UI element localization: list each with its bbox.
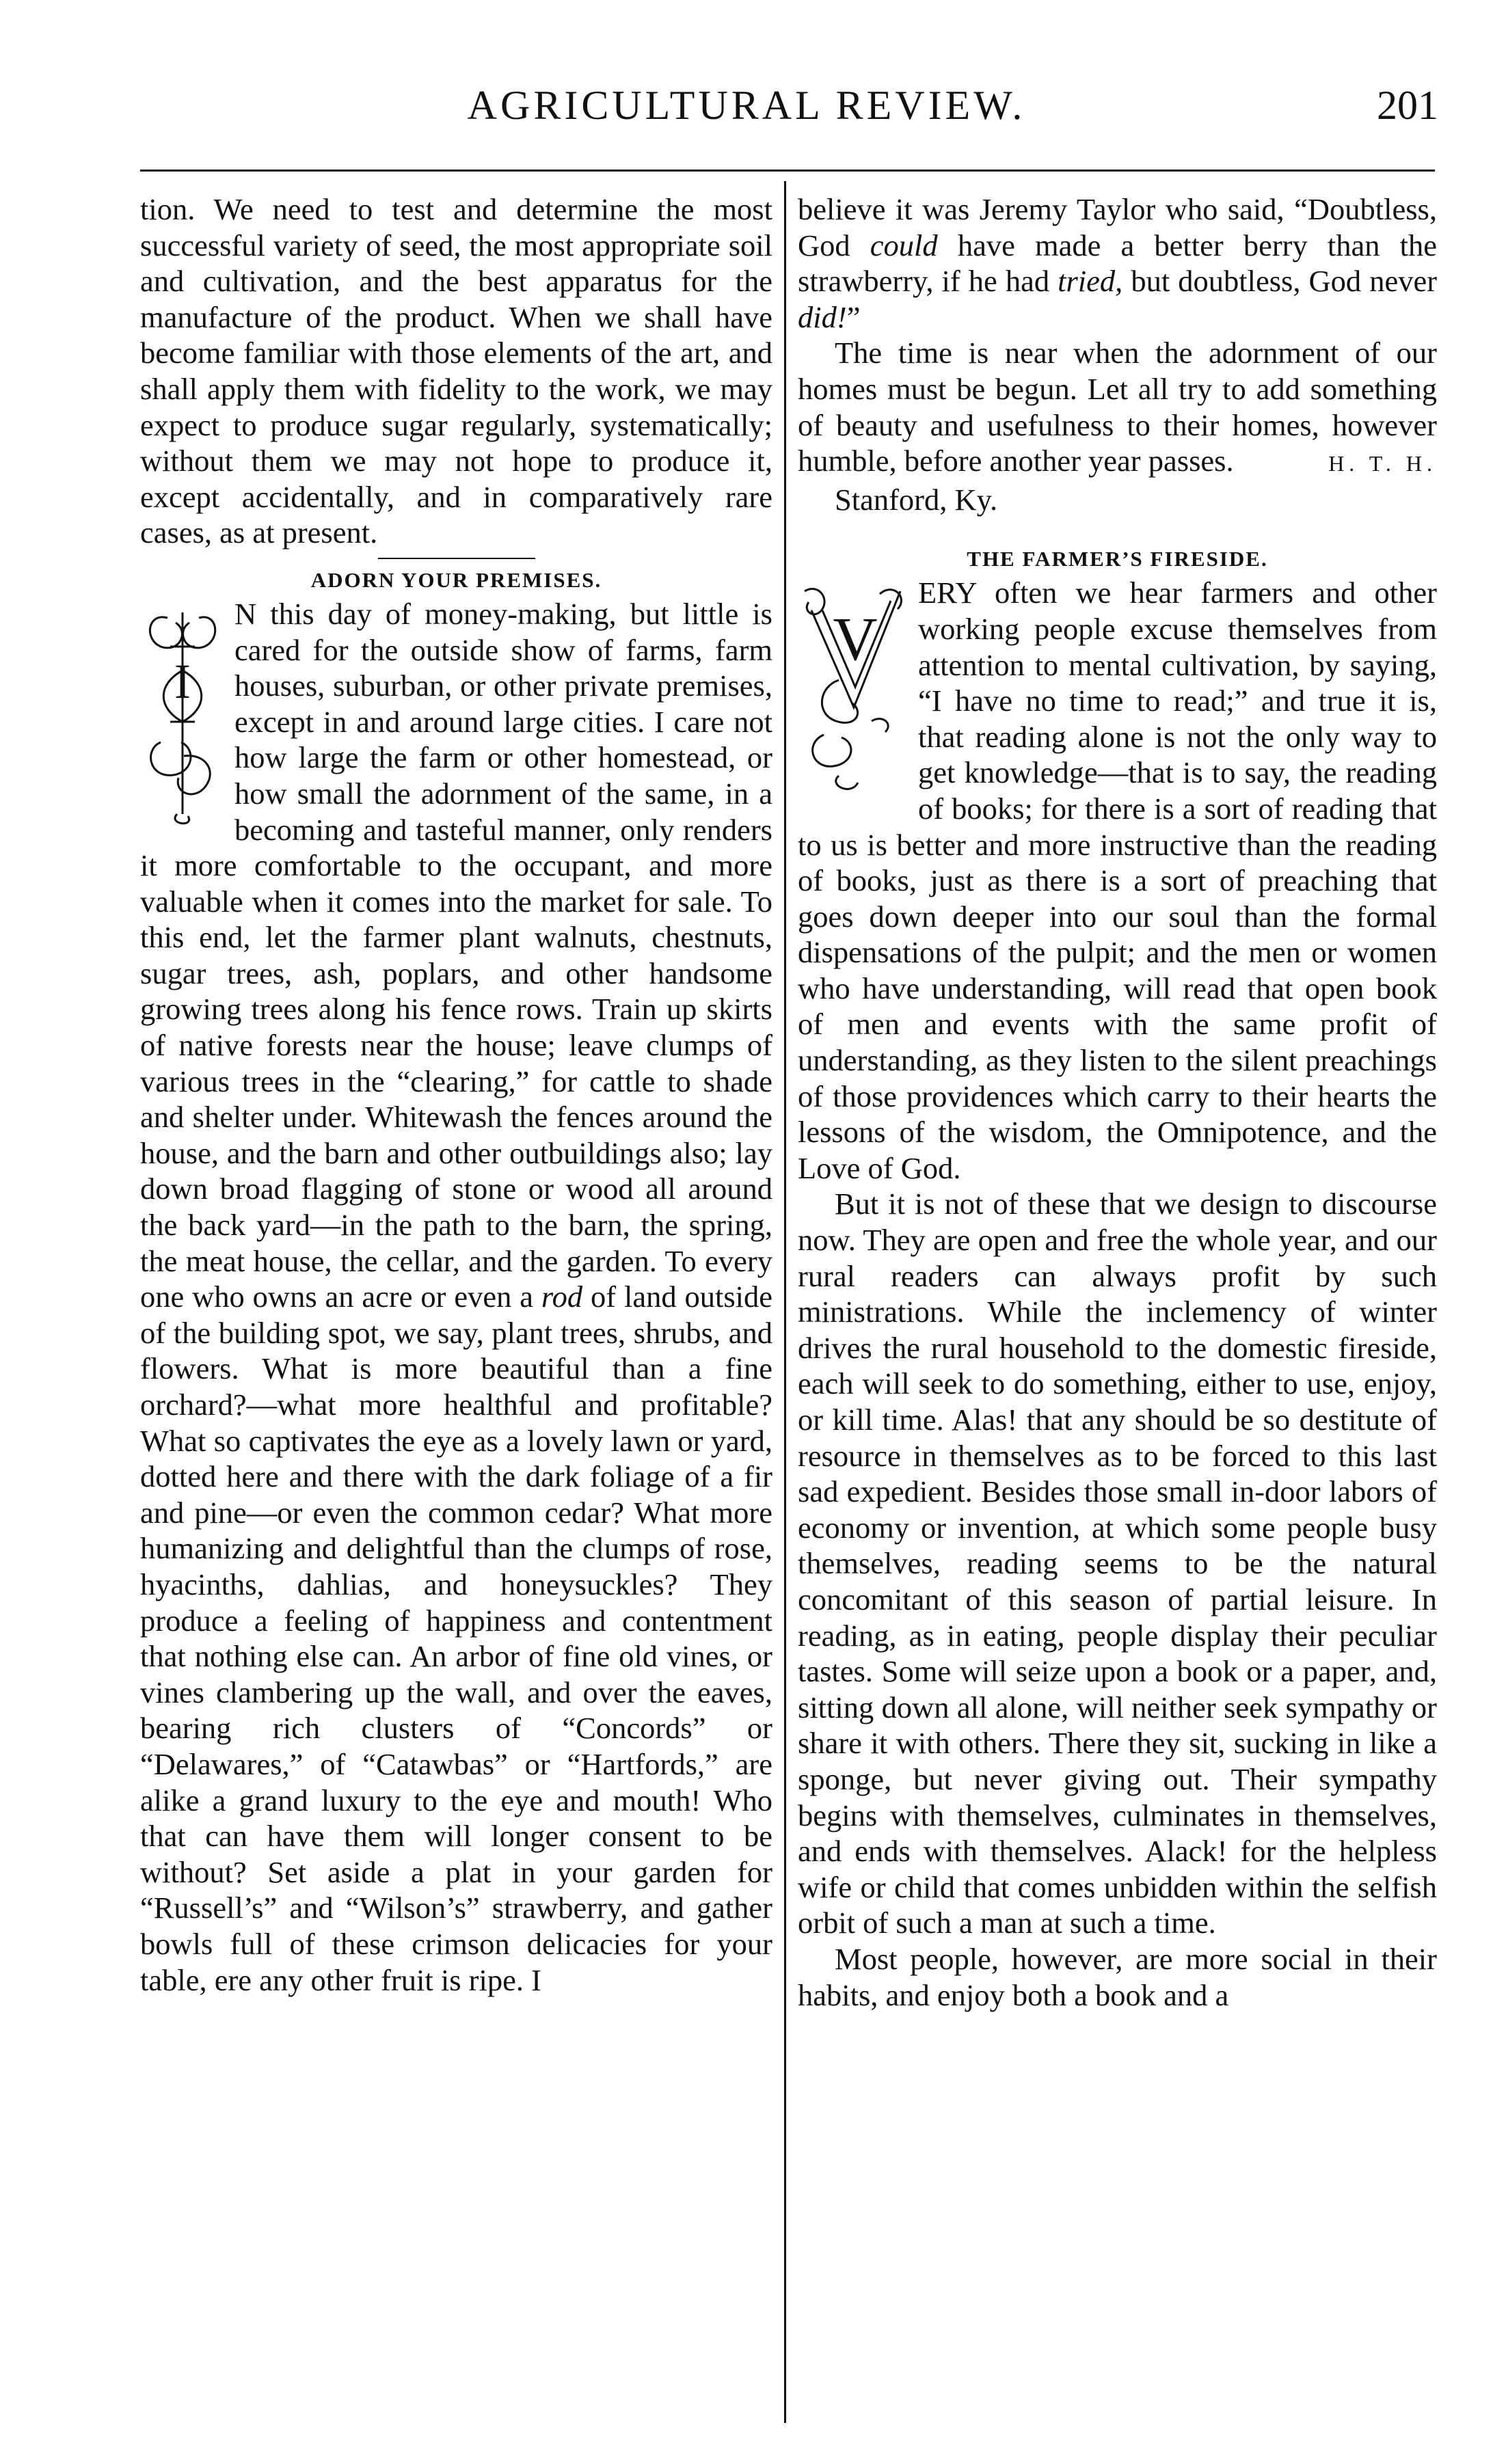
section-title-adorn: ADORN YOUR PREMISES.	[310, 567, 602, 592]
fireside-paragraph-2: But it is not of these that we design to discourse now. They are open and free the whole year, and our rural readers can always profit by such ministrations. While the inclemency of winter drives the rural household to the domestic fireside, each will seek to do something, either to use, enjoy, or kill time. Alas! that any should be so destitute of resource in themselves as to be forced to this last sad expedient. Besides those small in-door labors of economy or invention, at which some people busy themselves, reading seems to be the natural concomitant of this season of partial leisure. In reading, as in eating, people display their peculiar tastes. Some will seize upon a book or a paper, and, sitting down all alone, will neither seek sympathy or share it with others. There they sit, sucking in like a sponge, but never giving out. Their sympathy begins with themselves, culminates in themselves, and ends with themselves. Alack! for the helpless wife or child that comes unbidden within the selfish orbit of such a man at such a time.	[798, 1187, 1437, 1940]
section-title-fireside: THE FARMER’S FIRESIDE.	[967, 547, 1268, 571]
adorn-lead-text: N this day of money-making, but little is cared for the outside show of farms, farm houses, suburban, or other private premises, except in and around large cities. I care not how large the farm or other homestead, or how small the adornment of the same, in a becoming and tasteful manner, only renders it more comfortable to the occupant, and more valuable when it comes into the market for sale. To this end, let the farmer plant walnuts, chestnuts, sugar trees, ash, poplars, and other handsome growing trees along his fence rows. Train up skirts of native forests near the house; leave clumps of various trees in the “clearing,” for cattle to shade and shelter under. Whitewash the fences around the house, and the barn and other outbuildings also; lay down broad flagging of stone or wood all around the back yard—in the path to the barn, the spring, the meat house, the cellar, and the garden. To every one who owns an acre or even a	[140, 596, 772, 1314]
svg-text:V: V	[833, 606, 878, 674]
fireside-paragraph-3: Most people, however, are more social in their habits, and enjoy both a book and a	[798, 1941, 1437, 2012]
section-rule	[378, 558, 535, 559]
header-rule	[140, 170, 1435, 172]
page-number: 201	[1377, 83, 1438, 128]
fireside-paragraph-1	[798, 575, 1437, 1186]
ornamental-dropcap-v-icon	[798, 578, 910, 803]
place-line: Stanford, Ky.	[835, 482, 998, 517]
continued-paragraph: tion. We need to test and determine the most successful variety of seed, the most appropriate soil and cultivation, and the best apparatus for the manufacture of the product. When we shall have become familiar with those elements of the art, and shall apply them with fidelity to the work, we may expect to produce sugar regularly, systematically; without them we may not hope to produce it, except accidentally, and in comparatively rare cases, as at present.	[140, 192, 772, 550]
strawberry-quote-paragraph: believe it was Jeremy Taylor who said, “Doubtless, God could have made a better berry than the strawberry, if he had tried, but doubtless, God never did!”	[798, 192, 1438, 334]
italic-rod: rod	[541, 1280, 583, 1314]
right-column	[798, 191, 1437, 2013]
svg-text:I: I	[174, 653, 191, 709]
column-divider	[784, 181, 786, 2423]
running-head	[0, 82, 1493, 144]
author-initials: H. T. H.	[1328, 451, 1437, 476]
adorn-premises-paragraph	[140, 596, 772, 1998]
adornment-paragraph: The time is near when the adornment of our homes must be begun. Let all try to add something of beauty and usefulness to their homes, however humble, before another year passes. H. T. H.	[798, 335, 1437, 478]
fireside-lead-text: ERY often we hear farmers and other working people excuse themselves from attention to mental cultivation, by saying, “I have no time to read;” and true it is, that reading alone is not the only way to get knowledge—that is to say, the reading of books; for there is a sort of reading that to us is better and more instructive than the reading of books, just as there is a sort of preaching that goes down deeper into our soul than the formal dispensations of the pulpit; and the men or women who have understanding, will read that open book of men and events with the same profit of understanding, as they listen to the silent preachings of those providences which carry to their hearts the lessons of the wisdom, the Omnipotence, and the Love of God.	[798, 576, 1437, 1185]
ornamental-dropcap-i-icon	[140, 599, 226, 838]
left-column	[140, 191, 772, 1998]
running-title: AGRICULTURAL REVIEW.	[467, 83, 1026, 128]
adorn-rest-text: of land outside of the building spot, we say, plant trees, shrubs, and flowers. What is more beautiful than a fine orchard?—what more healthful and profitable? What so captivates the eye as a lovely lawn or yard, dotted here and there with the dark foliage of a fir and pine—or even the common cedar? What more humanizing and delightful than the clumps of rose, hyacinths, dahlias, and honeysuckles? They produce a feeling of happiness and contentment that nothing else can. An arbor of fine old vines, or vines clambering up the wall, and over the eaves, bearing rich clusters of “Concords” or “Delawares,” of “Catawbas” or “Hartfords,” are alike a grand luxury to the eye and mouth! Who that can have them will longer consent to be without? Set aside a plat in your garden for “Russell’s” and “Wilson’s” strawberry, and gather bowls full of these crimson delicacies for your table, ere any other fruit is ripe. I	[140, 1280, 773, 1997]
